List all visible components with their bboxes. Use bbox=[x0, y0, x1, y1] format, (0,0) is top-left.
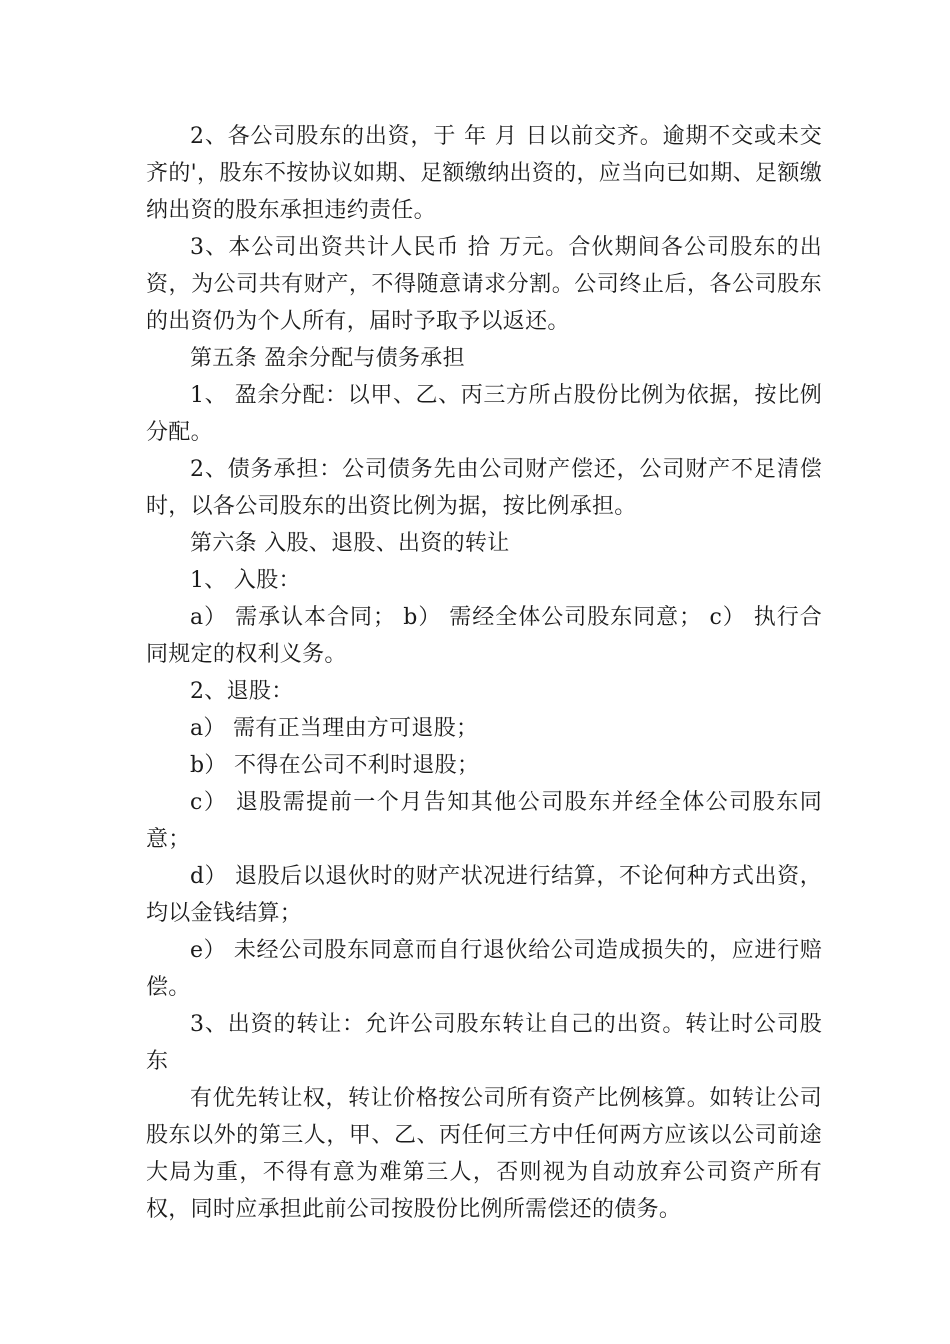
paragraph-transfer: 3、出资的转让：允许公司股东转让自己的出资。转让时公司股东 bbox=[146, 1012, 822, 1074]
paragraph-join-heading: 1、 入股： bbox=[190, 568, 301, 593]
paragraph-withdraw-heading: 2、退股： bbox=[190, 679, 294, 704]
paragraph-withdraw-d: d） 退股后以退伙时的财产状况进行结算，不论何种方式出资，均以金钱结算； bbox=[146, 864, 822, 926]
document-body bbox=[146, 118, 822, 1228]
article-5-heading: 第五条 盈余分配与债务承担 bbox=[190, 346, 465, 371]
paragraph-debt-bearing: 2、债务承担：公司债务先由公司财产偿还，公司财产不足清偿时，以各公司股东的出资比例为据，按比例承担。 bbox=[146, 457, 822, 519]
paragraph-profit-distribution: 1、 盈余分配：以甲、乙、丙三方所占股份比例为依据，按比例分配。 bbox=[146, 383, 822, 445]
paragraph-withdraw-c: c） 退股需提前一个月告知其他公司股东并经全体公司股东同意； bbox=[146, 790, 822, 852]
paragraph-withdraw-e: e） 未经公司股东同意而自行退伙给公司造成损失的，应进行赔偿。 bbox=[146, 938, 822, 1000]
paragraph-withdraw-b: b） 不得在公司不利时退股； bbox=[190, 753, 480, 778]
paragraph-join-conditions: a） 需承认本合同； b） 需经全体公司股东同意； c） 执行合同规定的权利义务。 bbox=[146, 605, 822, 667]
paragraph-capital-total: 3、本公司出资共计人民币 拾 万元。合伙期间各公司股东的出资，为公司共有财产，不得随意请求分割。公司终止后，各公司股东的出资仍为个人所有，届时予取予以返还。 bbox=[146, 235, 822, 334]
paragraph-withdraw-a: a） 需有正当理由方可退股； bbox=[190, 716, 479, 741]
paragraph-transfer-priority: 有优先转让权，转让价格按公司所有资产比例核算。如转让公司股东以外的第三人，甲、乙、丙任何三方中任何两方应该以公司前途大局为重，不得有意为难第三人，否则视为自动放弃公司资产所有权，同时应承担此前公司按股份比例所需偿还的债务。 bbox=[146, 1086, 822, 1222]
article-6-heading: 第六条 入股、退股、出资的转让 bbox=[190, 531, 510, 556]
paragraph-capital-deadline: 2、各公司股东的出资，于 年 月 日以前交齐。逾期不交或未交齐的'，股东不按协议如期、足额缴纳出资的，应当向已如期、足额缴纳出资的股东承担违约责任。 bbox=[146, 124, 822, 223]
